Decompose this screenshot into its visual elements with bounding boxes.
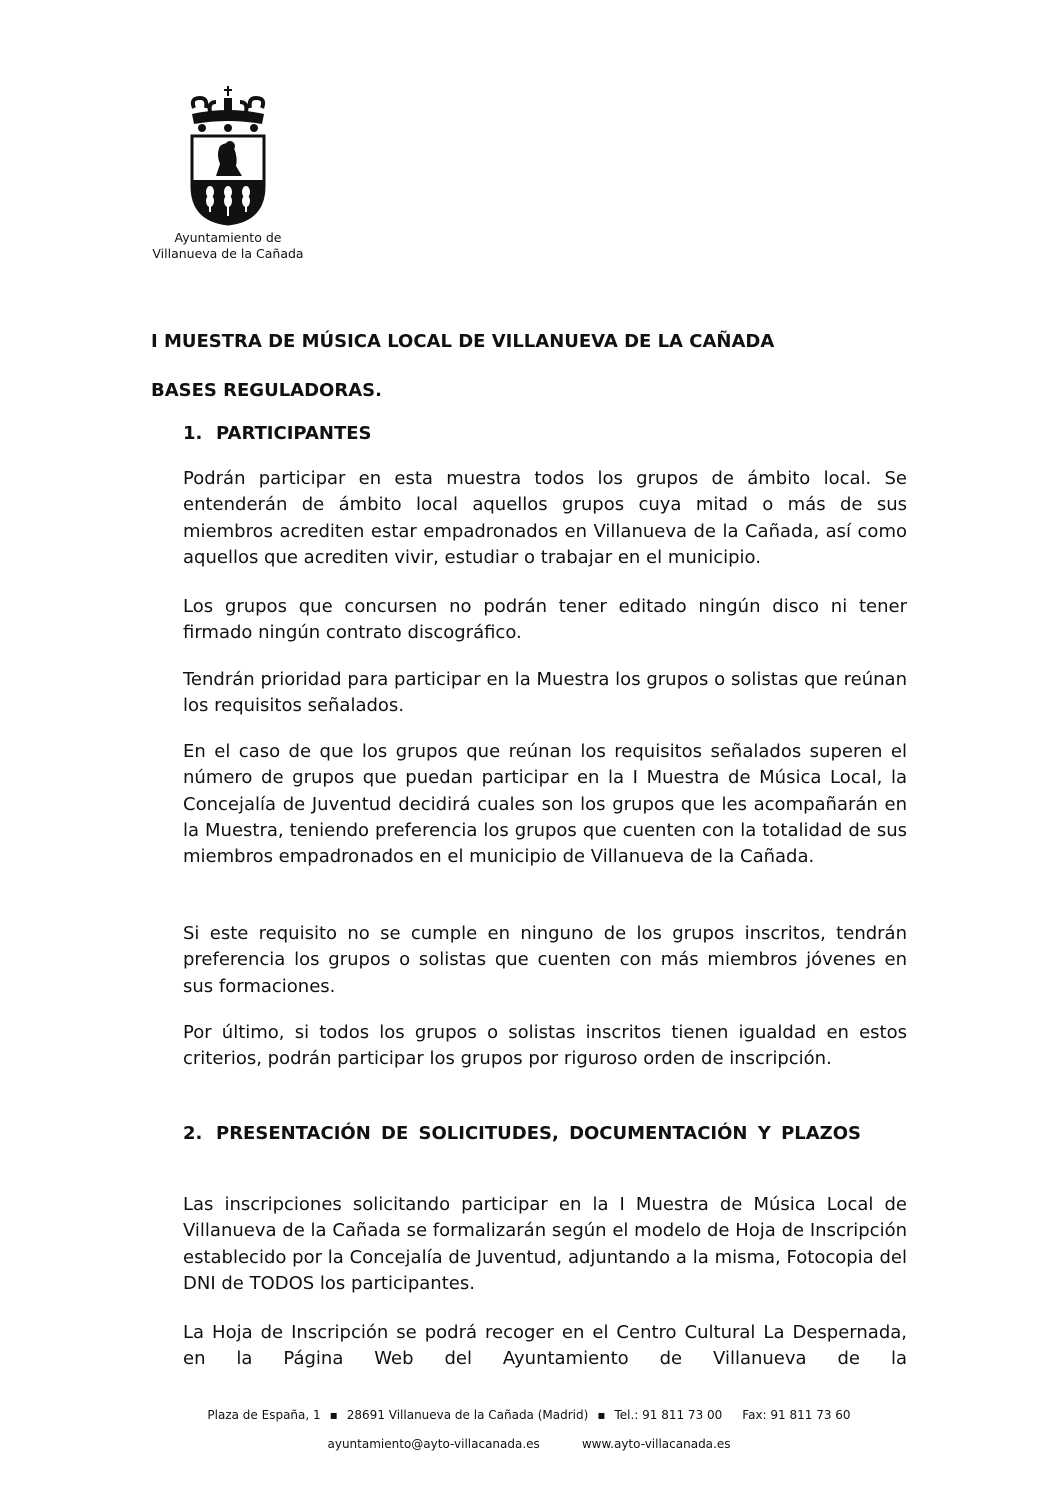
section-2-paragraph-1: Las inscripciones solicitando participar en la I Muestra de Música Local de Villanueva de la Cañada se formalizarán según el modelo de Hoja de Inscripción establecido por la Concejalía de Juventud, adjuntando a la misma, Fotocopia del DNI de TODOS los participantes.: [183, 1194, 907, 1294]
footer-fax: Fax: 91 811 73 60: [742, 1408, 851, 1422]
section-1-title: PARTICIPANTES: [216, 423, 372, 444]
section-1-paragraph-4: En el caso de que los grupos que reúnan los requisitos señalados superen el número de grupos que puedan participar en la I Muestra de Música Local, la Concejalía de Juventud decidirá cuales son los grupos que les acompañarán en la Muestra, teniendo preferencia los grupos que cuenten con la totalidad de sus miembros empadronados en el municipio de Villanueva de la Cañada.: [183, 741, 907, 868]
organization-line-2: Villanueva de la Cañada: [152, 246, 304, 261]
footer-contact-line: [0, 1408, 1058, 1422]
section-2-number: 2.: [183, 1123, 203, 1144]
section-1-number: 1.: [183, 423, 203, 444]
document-subtitle: BASES REGULADORAS.: [151, 380, 382, 401]
footer-tel: Tel.: 91 811 73 00: [614, 1408, 723, 1422]
footer-email[interactable]: ayuntamiento@ayto-villacanada.es: [327, 1437, 540, 1451]
section-1-paragraph-2: Los grupos que concursen no podrán tener editado ningún disco ni tener firmado ningún contrato discográfico.: [183, 596, 907, 644]
section-1-paragraph-3: Tendrán prioridad para participar en la Muestra los grupos o solistas que reúnan los requisitos señalados.: [183, 669, 907, 717]
organization-name: [140, 230, 316, 262]
section-1-paragraph-6: Por último, si todos los grupos o solistas inscritos tienen igualdad en estos criterios, podrán participar los grupos por riguroso orden de inscripción.: [183, 1022, 907, 1070]
section-1-paragraph-1: Podrán participar en esta muestra todos los grupos de ámbito local. Se entenderán de ámbito local aquellos grupos cuya mitad o más de sus miembros acrediten estar empadronados en Villanueva de la Cañada, así como aquellos que acrediten vivir, estudiar o trabajar en el municipio.: [183, 468, 907, 568]
footer-address: Plaza de España, 1: [207, 1408, 321, 1422]
document-title: I MUESTRA DE MÚSICA LOCAL DE VILLANUEVA DE LA CAÑADA: [151, 331, 775, 352]
section-2-heading: [183, 1121, 907, 1147]
section-2-paragraph-2: La Hoja de Inscripción se podrá recoger en el Centro Cultural La Despernada, en la Página Web del Ayuntamiento de Villanueva de la: [183, 1322, 907, 1370]
footer-web-line: [0, 1437, 1058, 1451]
footer-city: 28691 Villanueva de la Cañada (Madrid): [346, 1408, 589, 1422]
section-2-title: PRESENTACIÓN DE SOLICITUDES, DOCUMENTACIÓN Y PLAZOS: [216, 1123, 861, 1144]
footer-separator: ▪: [597, 1408, 606, 1422]
coat-of-arms-logo: [186, 84, 270, 226]
footer-separator: ▪: [329, 1408, 338, 1422]
footer-website[interactable]: www.ayto-villacanada.es: [581, 1437, 731, 1451]
section-1-paragraph-5: Si este requisito no se cumple en ninguno de los grupos inscritos, tendrán preferencia los grupos o solistas que cuenten con más miembros jóvenes en sus formaciones.: [183, 923, 907, 997]
organization-line-1: Ayuntamiento de: [174, 230, 282, 245]
